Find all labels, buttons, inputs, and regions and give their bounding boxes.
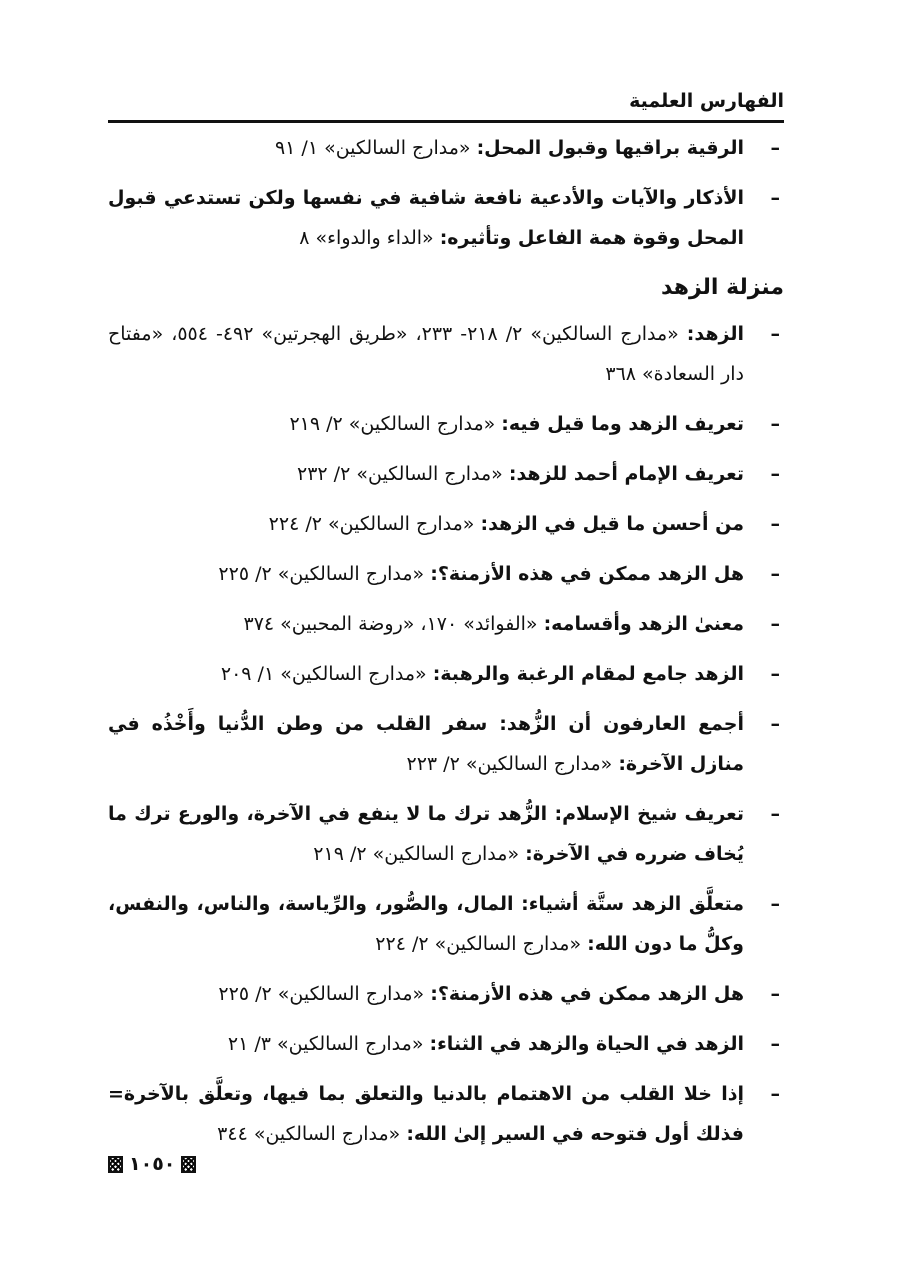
entry-reference: «الداء والدواء» ٨: [299, 227, 434, 249]
index-entry: [108, 454, 784, 494]
entry-reference: «مدارج السالكين» ٢/ ٢٢٤: [268, 513, 475, 535]
entry-topic: أجمع العارفون أن الزُّهد: سفر القلب من وطن الدُّنيا وأَخْذُه في منازل الآخرة:: [108, 713, 744, 775]
index-entry: [108, 178, 784, 258]
left-ornament-icon: [108, 1156, 123, 1173]
section-heading: منزلة الزهد: [661, 275, 784, 300]
entry-topic: تعريف الإمام أحمد للزهد:: [508, 463, 744, 485]
entry-dash: –: [770, 803, 780, 825]
index-entry: [108, 404, 784, 444]
entry-topic: إذا خلا القلب من الاهتمام بالدنيا والتعلق بما فيها، وتعلَّق بالآخرة= فذلك أول فتوحه في السير إلىٰ الله:: [108, 1083, 744, 1145]
entry-reference: «مدارج السالكين» ٣٤٤: [217, 1123, 401, 1145]
entry-reference: «مدارج السالكين» ٢/ ٢١٨- ٢٣٣، «طريق الهجرتين» ٤٩٢- ٥٥٤، «مفتاح دار السعادة» ٣٦٨: [108, 323, 744, 385]
entry-reference: «مدارج السالكين» ٢/ ٢٣٢: [297, 463, 503, 485]
entry-topic: هل الزهد ممكن في هذه الأزمنة؟:: [430, 563, 744, 585]
entry-reference: «الفوائد» ١٧٠، «روضة المحبين» ٣٧٤: [243, 613, 538, 635]
entry-topic: تعريف شيخ الإسلام: الزُّهد ترك ما لا ينفع في الآخرة، والورع ترك ما يُخاف ضرره في الآخرة:: [108, 803, 744, 865]
entry-topic: الزهد في الحياة والزهد في الثناء:: [429, 1033, 744, 1055]
entry-topic: هل الزهد ممكن في هذه الأزمنة؟:: [430, 983, 744, 1005]
entry-dash: –: [770, 513, 780, 535]
entry-topic: تعريف الزهد وما قيل فيه:: [501, 413, 744, 435]
book-page: [108, 0, 784, 1272]
entry-topic: من أحسن ما قيل في الزهد:: [480, 513, 744, 535]
right-ornament-icon: [181, 1156, 196, 1173]
running-title: الفهارس العلمية: [629, 90, 784, 112]
entry-dash: –: [770, 323, 780, 345]
header-rule: [108, 120, 784, 123]
entries-group-zuhd: [108, 314, 784, 1154]
entry-topic: متعلَّق الزهد ستَّة أشياء: المال، والصُّور، والرِّياسة، والناس، والنفس، وكلُّ ما دون الله:: [108, 893, 744, 955]
index-entry: [108, 704, 784, 784]
entry-topic: الزهد جامع لمقام الرغبة والرهبة:: [432, 663, 744, 685]
index-entry: [108, 654, 784, 694]
entry-reference: «مدارج السالكين» ٢/ ٢٢٣: [406, 753, 613, 775]
index-entry: [108, 604, 784, 644]
entry-reference: «مدارج السالكين» ٢/ ٢١٩: [313, 843, 520, 865]
entry-dash: –: [770, 613, 780, 635]
entry-topic: الرقية براقيها وقبول المحل:: [476, 137, 744, 159]
index-entry: [108, 128, 784, 168]
entry-topic: الزهد:: [686, 323, 744, 345]
entry-reference: «مدارج السالكين» ٢/ ٢٢٤: [375, 933, 582, 955]
index-entry: [108, 314, 784, 394]
entry-dash: –: [770, 983, 780, 1005]
index-entry: [108, 1024, 784, 1064]
entry-dash: –: [770, 893, 780, 915]
page-number: ١٠٥٠: [129, 1153, 176, 1175]
entry-dash: –: [770, 563, 780, 585]
entry-reference: «مدارج السالكين» ١/ ٩١: [274, 137, 471, 159]
entry-reference: «مدارج السالكين» ٢/ ٢٢٥: [218, 983, 425, 1005]
index-entry: [108, 504, 784, 544]
entry-reference: «مدارج السالكين» ٣/ ٢١: [227, 1033, 424, 1055]
entry-dash: –: [770, 1083, 780, 1105]
index-entry: [108, 974, 784, 1014]
index-entry: [108, 884, 784, 964]
entries-group-rukya: [108, 128, 784, 258]
entry-topic: الأذكار والآيات والأدعية نافعة شافية في نفسها ولكن تستدعي قبول المحل وقوة همة الفاعل وتأثيره:: [108, 187, 744, 249]
entry-dash: –: [770, 463, 780, 485]
entry-reference: «مدارج السالكين» ٢/ ٢٢٥: [218, 563, 425, 585]
index-entry: [108, 794, 784, 874]
entry-dash: –: [770, 137, 780, 159]
page-folio: [108, 1152, 196, 1176]
entry-reference: «مدارج السالكين» ٢/ ٢١٩: [289, 413, 496, 435]
entry-dash: –: [770, 187, 780, 209]
index-entry: [108, 554, 784, 594]
index-content: [108, 128, 784, 1164]
entry-topic: معنىٰ الزهد وأقسامه:: [543, 613, 744, 635]
entry-dash: –: [770, 713, 780, 735]
entry-reference: «مدارج السالكين» ١/ ٢٠٩: [220, 663, 427, 685]
entry-dash: –: [770, 663, 780, 685]
index-entry: [108, 1074, 784, 1154]
entry-dash: –: [770, 1033, 780, 1055]
entry-dash: –: [770, 413, 780, 435]
